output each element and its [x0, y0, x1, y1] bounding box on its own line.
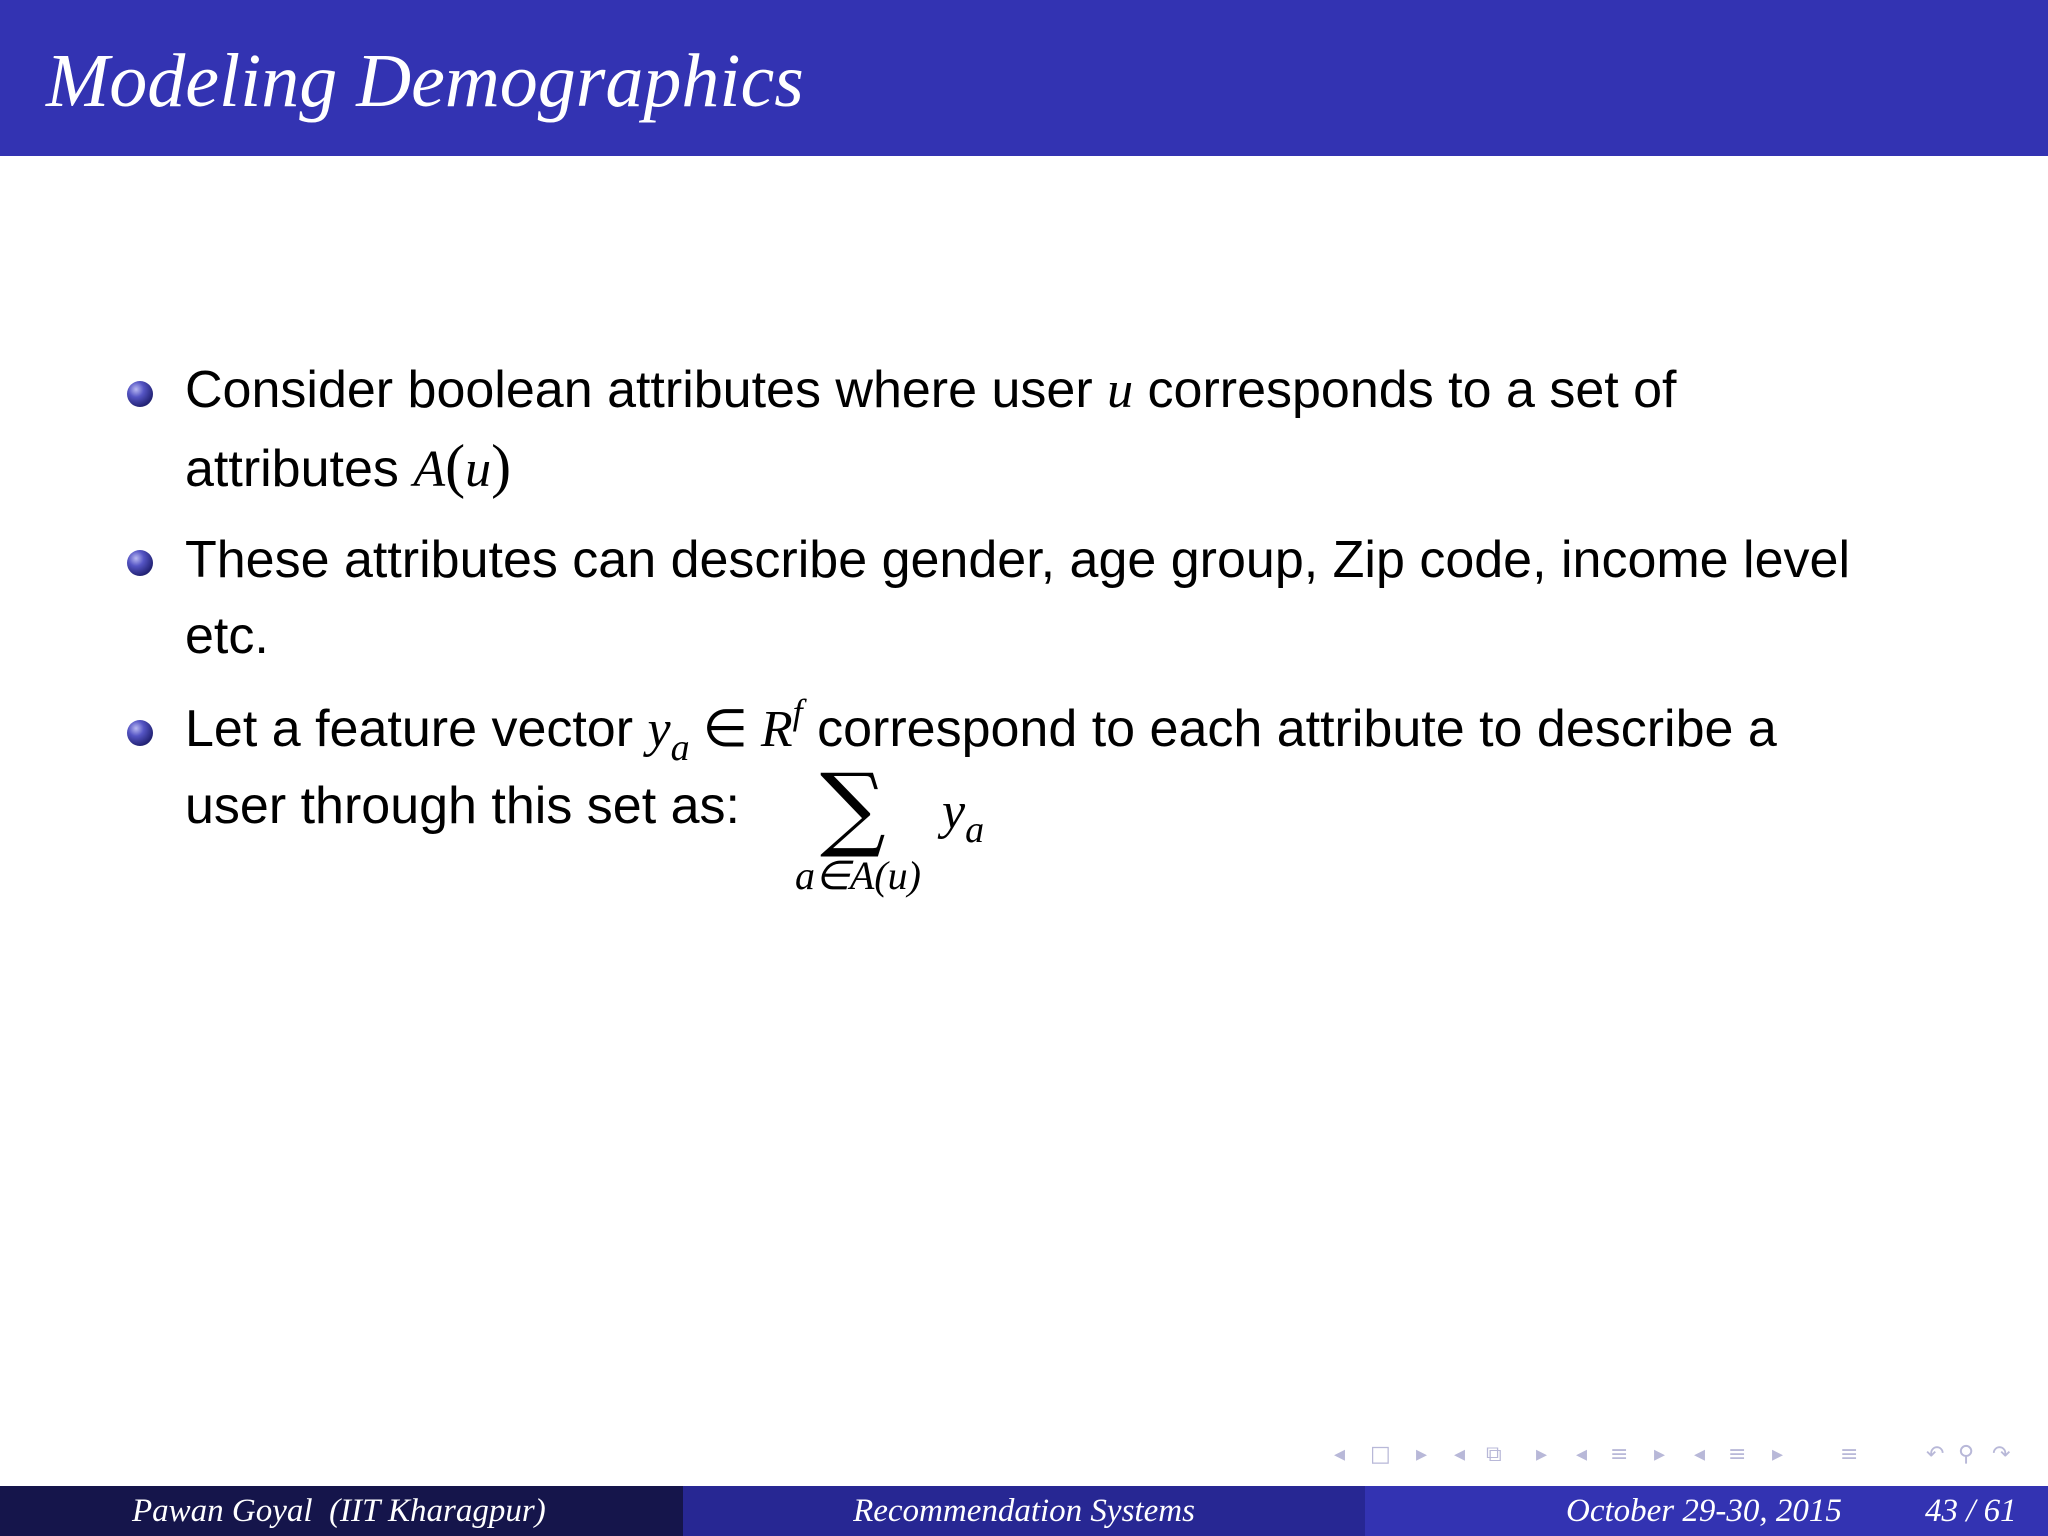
set-R-superscript: f [792, 692, 803, 732]
nav-next-document-icon[interactable]: ▸ [1772, 1442, 1784, 1467]
footer-title-segment [683, 1486, 1365, 1536]
nav-next-subsection-icon[interactable]: ▸ [1536, 1442, 1548, 1467]
sum-term-subscript: a [965, 809, 985, 851]
bullet-1-text-2: attributes [185, 440, 414, 498]
nav-prev-document-icon[interactable]: ◂ [1694, 1442, 1706, 1467]
set-R: R [760, 701, 793, 758]
paren-open: ( [445, 433, 466, 499]
nav-prev-section-icon[interactable]: ◂ [1576, 1442, 1588, 1467]
bullet-2-line-2: etc. [185, 607, 269, 665]
bullet-2-line-1: These attributes can describe gender, age group, Zip code, income level [185, 531, 1850, 589]
summation-lower-limit: a∈A(u) [795, 853, 921, 898]
bullet-1-line-1 [185, 360, 1677, 421]
bullet-marker-1 [127, 381, 153, 407]
footer-author: Pawan Goyal (IIT Kharagpur) [132, 1493, 546, 1529]
nav-search-icon[interactable]: ⚲ [1958, 1442, 1975, 1467]
nav-next-frame-icon[interactable]: ▸ [1416, 1442, 1428, 1467]
nav-prev-frame-icon[interactable]: ◂ [1334, 1442, 1346, 1467]
bullet-3-line-1 [185, 692, 1777, 769]
bullet-marker-3 [127, 720, 153, 746]
summation-symbol: ∑ [820, 754, 886, 861]
var-u-2: u [465, 441, 492, 498]
bullet-1-tail: corresponds to a set of [1133, 361, 1677, 419]
footer-date: October 29-30, 2015 [1566, 1493, 1842, 1529]
paren-close: ) [491, 433, 512, 499]
bullet-3-line-2: user through this set as: [185, 777, 740, 835]
elem-glyph: ∈ [702, 701, 748, 758]
bullet-1-text: Consider boolean attributes where user [185, 361, 1108, 419]
nav-document-icon[interactable]: ≡ [1728, 1442, 1747, 1467]
element-of-symbol [690, 701, 761, 758]
nav-forward-icon[interactable]: ↷ [1992, 1442, 2011, 1467]
footer-date-segment [1365, 1486, 2048, 1536]
nav-back-icon[interactable]: ↶ [1926, 1442, 1945, 1467]
bullet-3-text: Let a feature vector [185, 700, 648, 758]
nav-frame-icon[interactable]: □ [1370, 1442, 1391, 1467]
summation-term [942, 782, 985, 851]
bullet-1-line-2 [185, 433, 512, 500]
nav-section-icon[interactable]: ≡ [1610, 1442, 1629, 1467]
nav-appendix-icon[interactable]: ≡ [1840, 1442, 1859, 1467]
bullet-marker-2 [127, 550, 153, 576]
bullet-3-tail: correspond to each attribute to describe a [802, 700, 1777, 758]
func-A: A [413, 441, 446, 498]
footer [0, 1486, 2048, 1536]
var-y-subscript: a [670, 727, 690, 769]
var-u: u [1107, 362, 1134, 419]
footer-page-number: 43 / 61 [1925, 1493, 2017, 1529]
var-y: y [647, 701, 671, 758]
beamer-navigation [1330, 1440, 2040, 1470]
sum-term-var: y [942, 783, 966, 840]
nav-prev-subsection-icon[interactable]: ◂ [1454, 1442, 1466, 1467]
slide-title: Modeling Demographics [46, 39, 804, 123]
footer-author-segment [0, 1486, 683, 1536]
nav-subsection-icon[interactable]: ⧉ [1486, 1442, 1502, 1467]
nav-next-section-icon[interactable]: ▸ [1654, 1442, 1666, 1467]
footer-talk-title: Recommendation Systems [853, 1493, 1195, 1529]
